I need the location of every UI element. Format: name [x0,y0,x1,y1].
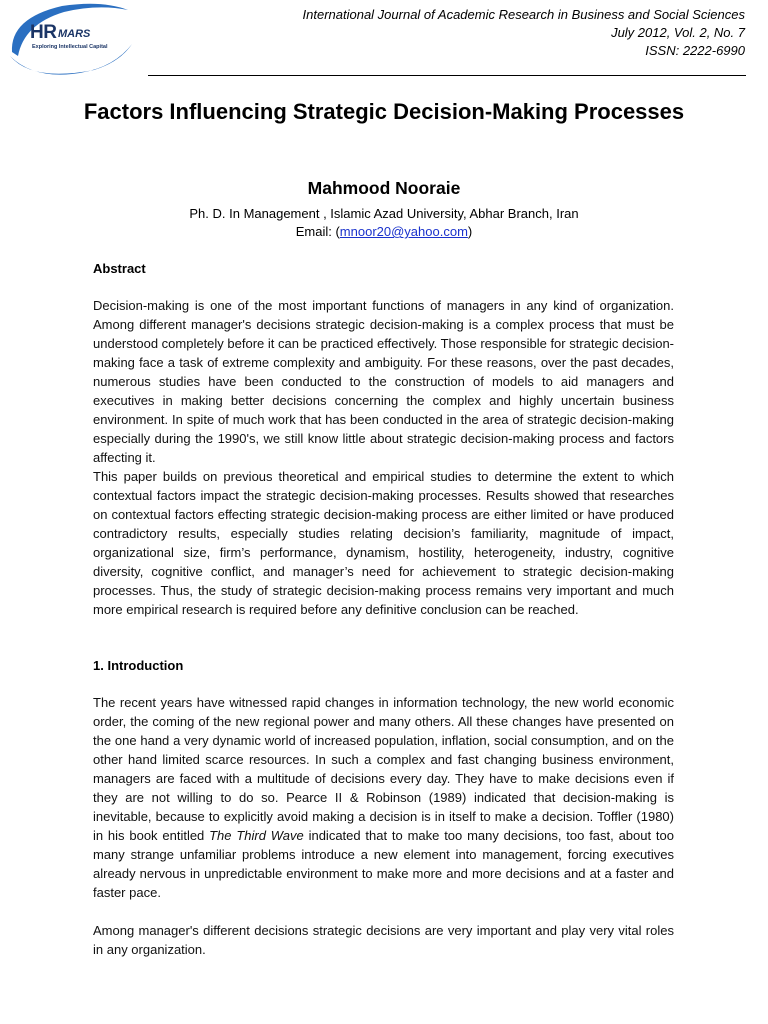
abstract-body [93,296,674,619]
book-title: The Third Wave [209,828,304,843]
intro-heading-wrap [93,656,674,675]
logo-brand-suffix: MARS [58,28,91,40]
journal-issue: July 2012, Vol. 2, No. 7 [611,25,745,40]
email-close: ) [467,224,473,239]
paragraph-spacer [93,902,674,921]
logo-tagline: Exploring Intellectual Capital [32,44,108,50]
abstract-paragraph-2: This paper builds on previous theoretical and empirical studies to determine the extent to which contextual factors impact the strategic decision-making processes. Results showed that researches on contextual factors effecting strategic decision-making process are either limited or have produced contradictory results, especially studies relating decision’s familiarity, magnitude of impact, organizational size, firm’s performance, dynamism, hostility, heterogeneity, industry, cognitive diversity, cognitive conflict, and manager’s need for achievement to strategic decision-making processes. Thus, the study of strategic decision-making process remains very important and much more empirical research is required before any definitive conclusion can be reached. [93,469,674,617]
intro-body [93,693,674,959]
author-name: Mahmood Nooraie [307,178,461,198]
author-affiliation-block [0,205,768,241]
intro-paragraph-2: Among manager's different decisions strategic decisions are very important and play very vital roles in any organization. [93,923,674,957]
email-link[interactable]: mnoor20@yahoo.com [339,224,468,239]
journal-header [303,6,745,60]
author-affiliation: Ph. D. In Management , Islamic Azad University, Abhar Branch, Iran [189,206,579,221]
intro-paragraph-1 [93,693,674,902]
journal-name: International Journal of Academic Research in Business and Social Sciences [302,7,745,22]
logo-brand-main: HR [30,22,57,43]
intro-paragraph-1-part-1: The recent years have witnessed rapid changes in information technology, the new world economic order, the coming of the new regional power and many others. All these changes have presented on the one hand a very dynamic world of increased population, inflation, social consumption, and on the other hand limited scarce resources. In such a complex and fast changing business environment, managers are faced with a multitude of decisions every day. They have to make decisions even if they are not willing to do so. Pearce II & Robinson (1989) indicated that decision-making is inevitable, because to explicitly avoid making a decision is in itself to make a decision. Toffler (1980) in his book entitled [93,695,674,843]
header-rule [148,75,746,76]
journal-issn: ISSN: 2222-6990 [645,43,745,58]
author-email-line [0,223,768,241]
abstract-heading-wrap [93,259,674,278]
hrmars-logo [2,0,134,80]
intro-paragraph-1-part-2: indicated that to make too many decisions, too fast, about too many strange unfamiliar problems introduce a new element into management, forcing executives already nervous in unpredictable environment to make more and more decisions and at a faster and faster pace. [93,828,674,900]
logo-swoosh-icon [2,0,134,80]
intro-heading: 1. Introduction [93,658,184,673]
abstract-heading: Abstract [93,261,146,276]
email-label: Email: ( [295,224,340,239]
abstract-paragraph-1: Decision-making is one of the most important functions of managers in any kind of organization. Among different manager's decisions strategic decision-making is a complex process that must be understood completely before it can be practiced effectively. Those responsible for strategic decision-making face a task of extreme complexity and ambiguity. For these reasons, over the past decades, numerous studies have been conducted to the construction of models to aid managers and executives in making better decisions concerning the complex and highly uncertain business environment. In spite of much work that has been conducted in the area of strategic decision-making especially during the 1990's, we still know little about strategic decision-making process and factors affecting it. [93,298,674,465]
paper-title: Factors Influencing Strategic Decision-Making Processes [83,99,685,124]
